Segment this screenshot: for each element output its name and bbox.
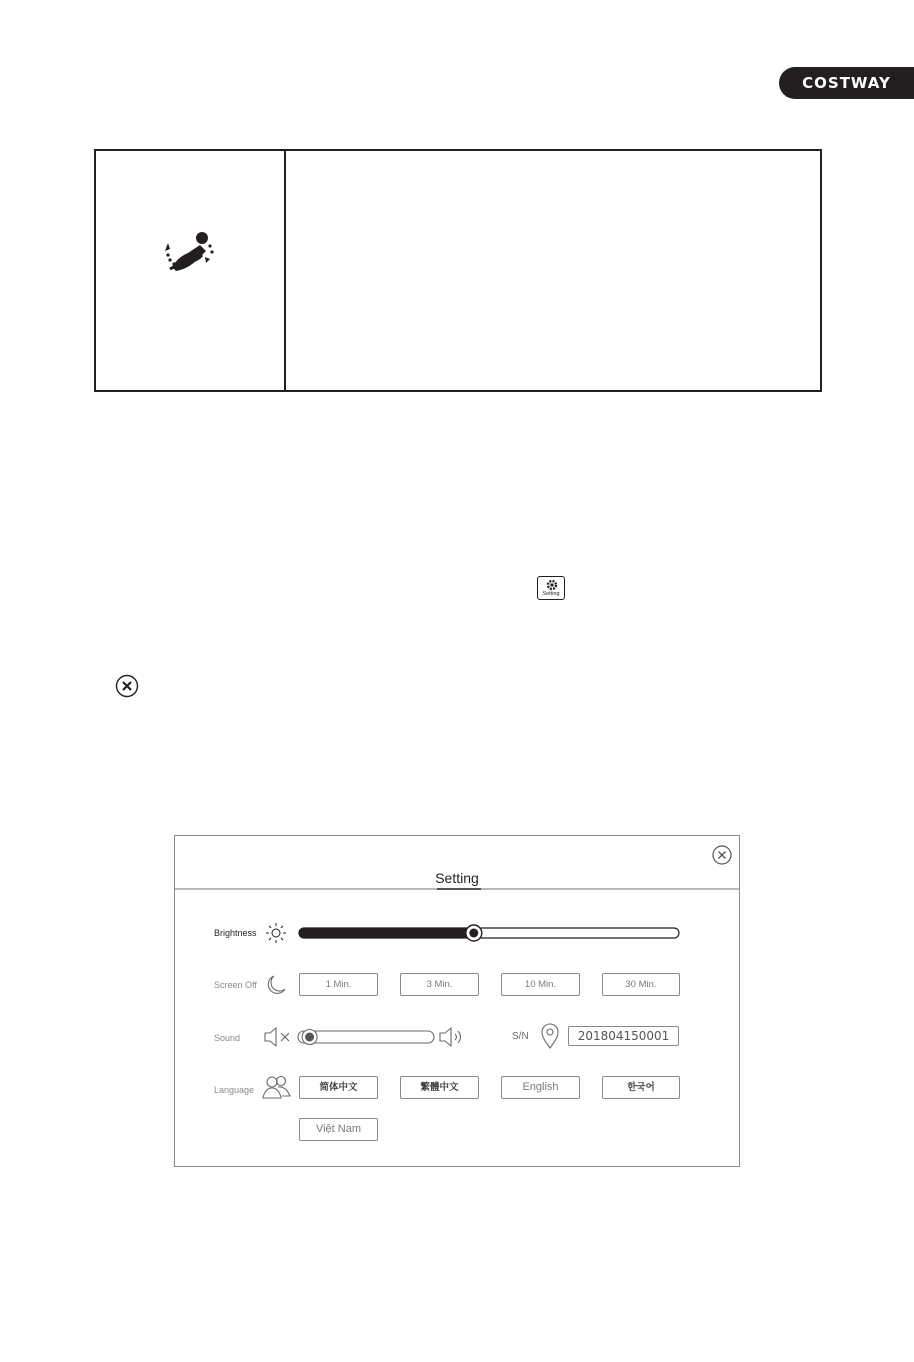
panel-title: Setting bbox=[435, 870, 479, 886]
language-simplified-chinese[interactable]: 简体中文 bbox=[299, 1076, 378, 1099]
screen-off-3min[interactable]: 3 Min. bbox=[400, 973, 479, 996]
screen-off-10min[interactable]: 10 Min. bbox=[501, 973, 580, 996]
brightness-fill bbox=[299, 928, 474, 938]
language-english[interactable]: English bbox=[501, 1076, 580, 1099]
language-vietnamese[interactable]: Việt Nam bbox=[299, 1118, 378, 1141]
brightness-slider[interactable] bbox=[297, 923, 681, 943]
screen-off-30min[interactable]: 30 Min. bbox=[602, 973, 680, 996]
speaker-volume-icon[interactable] bbox=[438, 1026, 468, 1048]
setting-button-label: Setting bbox=[542, 591, 560, 597]
sound-label: Sound bbox=[214, 1033, 241, 1043]
screen-off-1min[interactable]: 1 Min. bbox=[299, 973, 378, 996]
location-pin-icon bbox=[540, 1022, 560, 1050]
setting-gear-icon bbox=[546, 579, 558, 591]
sun-icon bbox=[265, 922, 287, 944]
screen-off-label: Screen Off bbox=[214, 980, 257, 990]
setting-button-inline bbox=[537, 576, 565, 600]
settings-panel bbox=[174, 835, 740, 1167]
panel-close-button[interactable] bbox=[712, 845, 732, 865]
sound-knob[interactable] bbox=[302, 1030, 317, 1045]
serial-number-field: 201804150001 bbox=[568, 1026, 679, 1046]
sound-slider[interactable] bbox=[296, 1027, 436, 1047]
moon-icon bbox=[265, 974, 287, 996]
function-table bbox=[94, 149, 822, 392]
language-label: Language bbox=[214, 1085, 255, 1095]
brightness-label: Brightness bbox=[214, 928, 257, 938]
brightness-knob[interactable] bbox=[466, 925, 482, 941]
close-icon bbox=[115, 674, 139, 698]
serial-label: S/N bbox=[512, 1031, 529, 1042]
users-icon bbox=[262, 1074, 292, 1100]
speaker-mute-icon[interactable] bbox=[263, 1026, 293, 1048]
language-korean[interactable]: 한국어 bbox=[602, 1076, 680, 1099]
brand-logo: COSTWAY bbox=[779, 67, 914, 99]
language-traditional-chinese[interactable]: 繁體中文 bbox=[400, 1076, 479, 1099]
chair-recline-icon bbox=[158, 229, 218, 277]
table-divider bbox=[284, 151, 286, 390]
title-underline-accent bbox=[437, 888, 481, 890]
